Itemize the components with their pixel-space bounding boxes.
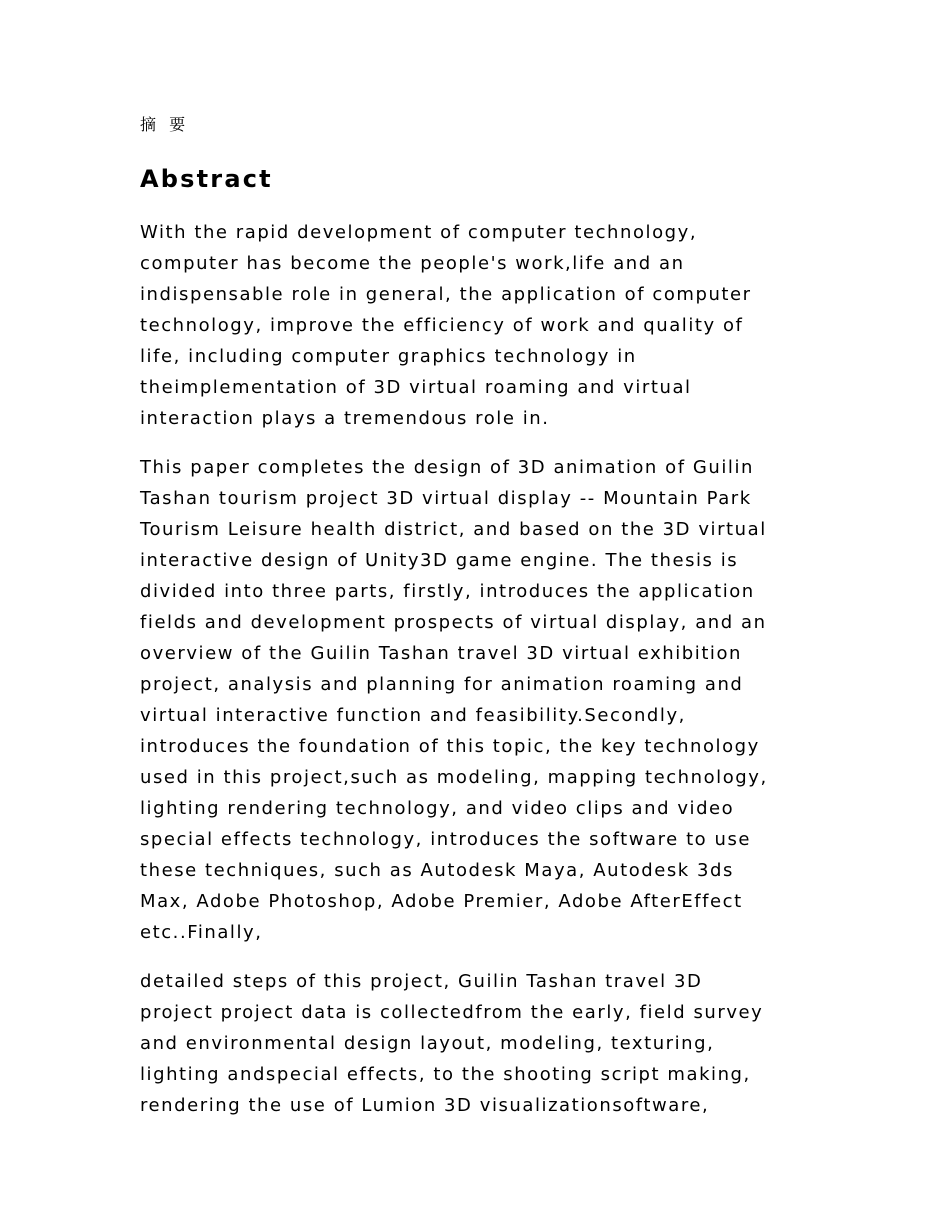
paragraph-line: This paper completes the design of 3D animation of Guilin: [140, 457, 754, 478]
paragraph-line: technology, improve the efficiency of work and quality of: [140, 315, 744, 336]
paragraph-line: project, analysis and planning for animation roaming and: [140, 674, 744, 695]
paragraph-line: rendering the use of Lumion 3D visualizationsoftware,: [140, 1095, 710, 1116]
paragraph-line: life, including computer graphics technology in: [140, 346, 637, 367]
paragraph-line: virtual interactive function and feasibility.Secondly,: [140, 705, 686, 726]
paragraph-line: interaction plays a tremendous role in.: [140, 408, 550, 429]
paragraph-line: introduces the foundation of this topic, the key technology: [140, 736, 760, 757]
paragraph-line: indispensable role in general, the application of computer: [140, 284, 752, 305]
abstract-paragraph-3: [140, 966, 820, 1121]
chinese-abstract-heading: 摘 要: [140, 115, 190, 134]
paragraph-line: Max, Adobe Photoshop, Adobe Premier, Adobe AfterEffect: [140, 891, 743, 912]
paragraph-line: special effects technology, introduces the software to use: [140, 829, 752, 850]
paragraph-line: Tourism Leisure health district, and based on the 3D virtual: [140, 519, 767, 540]
abstract-title: Abstract: [140, 165, 273, 193]
paragraph-line: used in this project,such as modeling, mapping technology,: [140, 767, 768, 788]
paragraph-line: fields and development prospects of virtual display, and an: [140, 612, 767, 633]
paragraph-line: theimplementation of 3D virtual roaming and virtual: [140, 377, 692, 398]
abstract-paragraph-2: [140, 452, 820, 948]
paragraph-line: detailed steps of this project, Guilin Tashan travel 3D: [140, 971, 703, 992]
paragraph-line: interactive design of Unity3D game engine. The thesis is: [140, 550, 739, 571]
paragraph-line: overview of the Guilin Tashan travel 3D virtual exhibition: [140, 643, 742, 664]
paragraph-line: lighting rendering technology, and video clips and video: [140, 798, 735, 819]
paragraph-line: these techniques, such as Autodesk Maya, Autodesk 3ds: [140, 860, 734, 881]
paragraph-line: and environmental design layout, modeling, texturing,: [140, 1033, 715, 1054]
paragraph-line: Tashan tourism project 3D virtual display -- Mountain Park: [140, 488, 752, 509]
abstract-paragraph-1: [140, 217, 820, 434]
paragraph-line: project project data is collectedfrom the early, field survey: [140, 1002, 764, 1023]
paragraph-line: etc..Finally,: [140, 922, 263, 943]
paragraph-line: lighting andspecial effects, to the shooting script making,: [140, 1064, 751, 1085]
paragraph-line: computer has become the people's work,life and an: [140, 253, 685, 274]
paragraph-line: divided into three parts, firstly, introduces the application: [140, 581, 755, 602]
paragraph-line: With the rapid development of computer technology,: [140, 222, 698, 243]
